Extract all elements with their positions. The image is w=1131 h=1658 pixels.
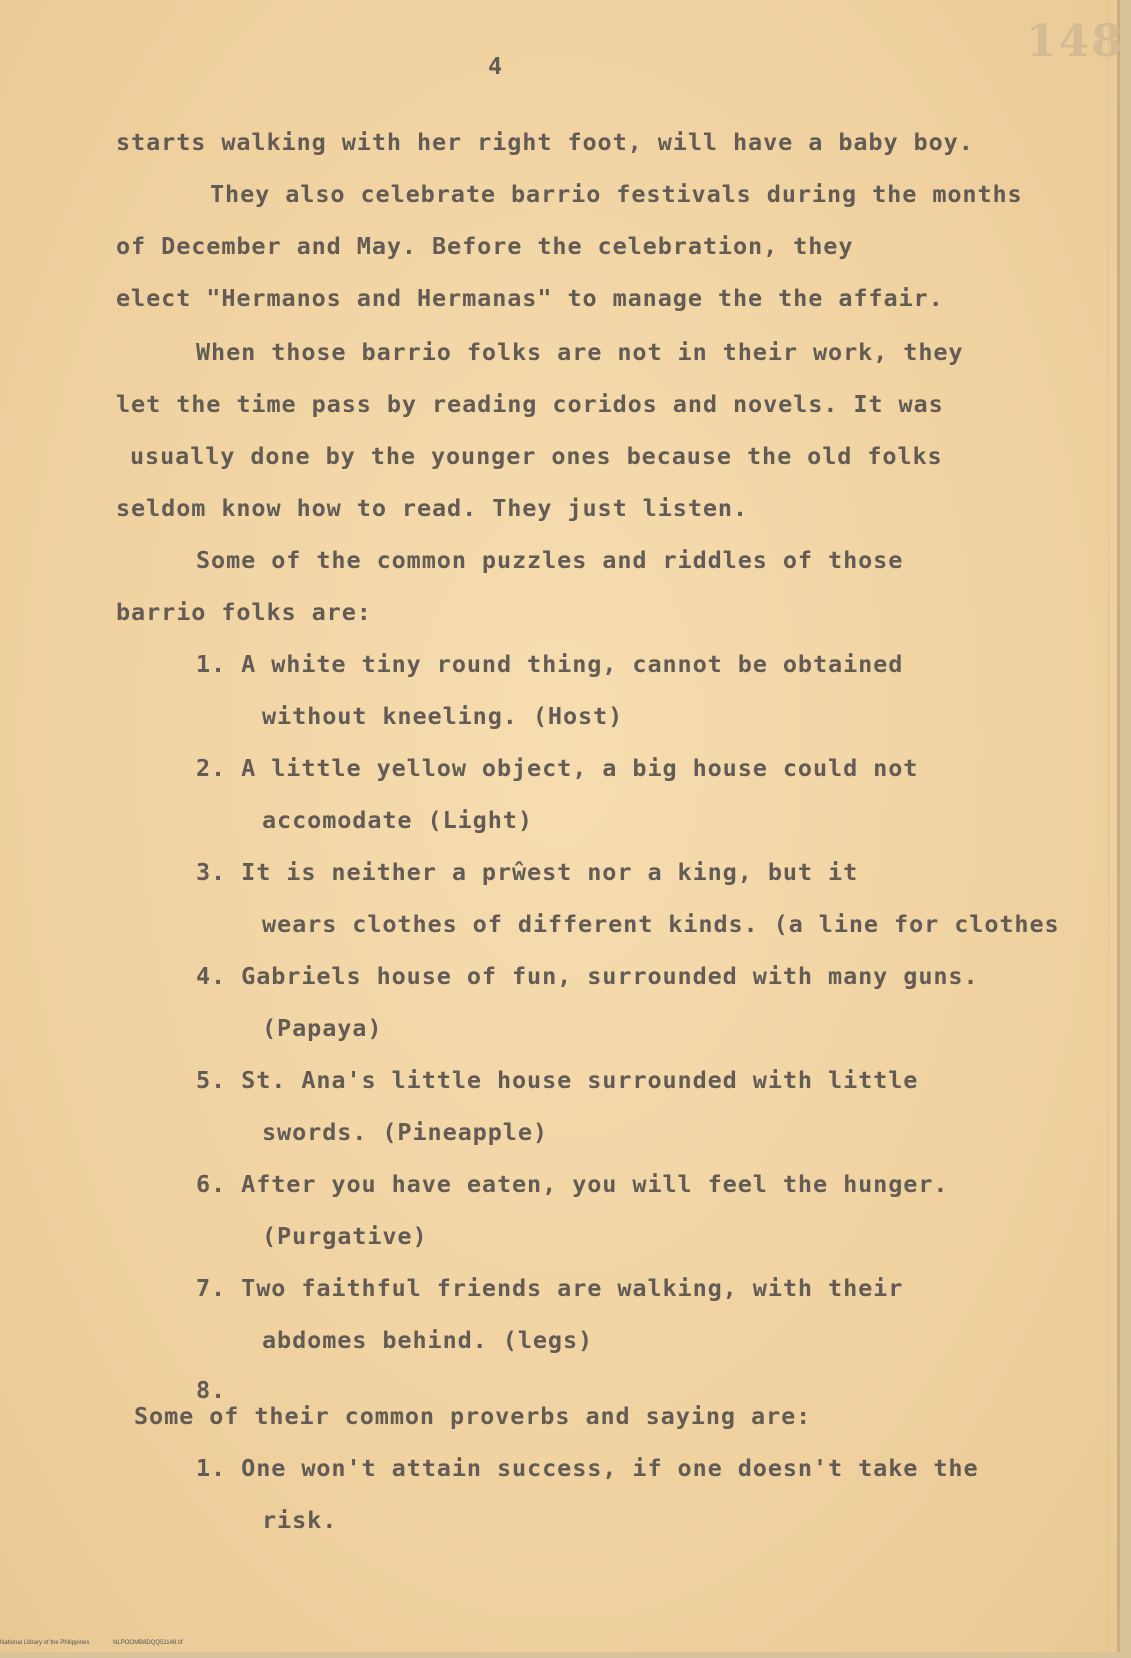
text-line: Some of their common proverbs and saying are: <box>134 1402 812 1430</box>
page-edge-line <box>1108 0 1109 1652</box>
text-line: without kneeling. (Host) <box>262 702 624 730</box>
riddle-item: 6. After you have eaten, you will feel the hunger. <box>196 1170 949 1198</box>
text-line: wears clothes of different kinds. (a line for clothes <box>262 910 1060 938</box>
riddle-item: 5. St. Ana's little house surrounded with little <box>196 1066 919 1094</box>
text-line: seldom know how to read. They just listen. <box>116 494 749 522</box>
text-line: risk. <box>262 1506 338 1534</box>
text-line: (Purgative) <box>262 1222 428 1250</box>
footer-library: National Library of the Philippines <box>0 1640 90 1646</box>
text-line: barrio folks are: <box>116 598 372 626</box>
riddle-item: 1. A white tiny round thing, cannot be obtained <box>196 650 904 678</box>
text-line: let the time pass by reading coridos and novels. It was <box>116 390 944 418</box>
riddle-item: 3. It is neither a prŵest nor a king, but it <box>196 858 859 886</box>
scan-footer <box>0 1640 205 1646</box>
text-line: usually done by the younger ones because the old folks <box>130 442 943 470</box>
riddle-item: 7. Two faithful friends are walking, with their <box>196 1274 904 1302</box>
page-number: 4 <box>488 52 504 80</box>
text-line: swords. (Pineapple) <box>262 1118 548 1146</box>
text-line: Some of the common puzzles and riddles of those <box>196 546 904 574</box>
footer-file-id: NLPOOMB8DQQ51148.tif <box>113 1640 183 1646</box>
proverb-item: 1. One won't attain success, if one doesn't take the <box>196 1454 979 1482</box>
riddle-item: 4. Gabriels house of fun, surrounded with many guns. <box>196 962 979 990</box>
text-line: (Papaya) <box>262 1014 383 1042</box>
text-line: When those barrio folks are not in their work, they <box>196 338 964 366</box>
riddle-item: 2. A little yellow object, a big house could not <box>196 754 919 782</box>
text-line: of December and May. Before the celebration, they <box>116 232 854 260</box>
riddle-item: 8. <box>196 1376 227 1404</box>
text-line: abdomes behind. (legs) <box>262 1326 594 1354</box>
page-stamp-number: 148 <box>1026 16 1124 67</box>
text-line: They also celebrate barrio festivals during the months <box>210 180 1023 208</box>
text-line: starts walking with her right foot, will have a baby boy. <box>116 128 974 156</box>
text-line: accomodate (Light) <box>262 806 533 834</box>
text-line: elect "Hermanos and Hermanas" to manage the the affair. <box>116 284 944 312</box>
